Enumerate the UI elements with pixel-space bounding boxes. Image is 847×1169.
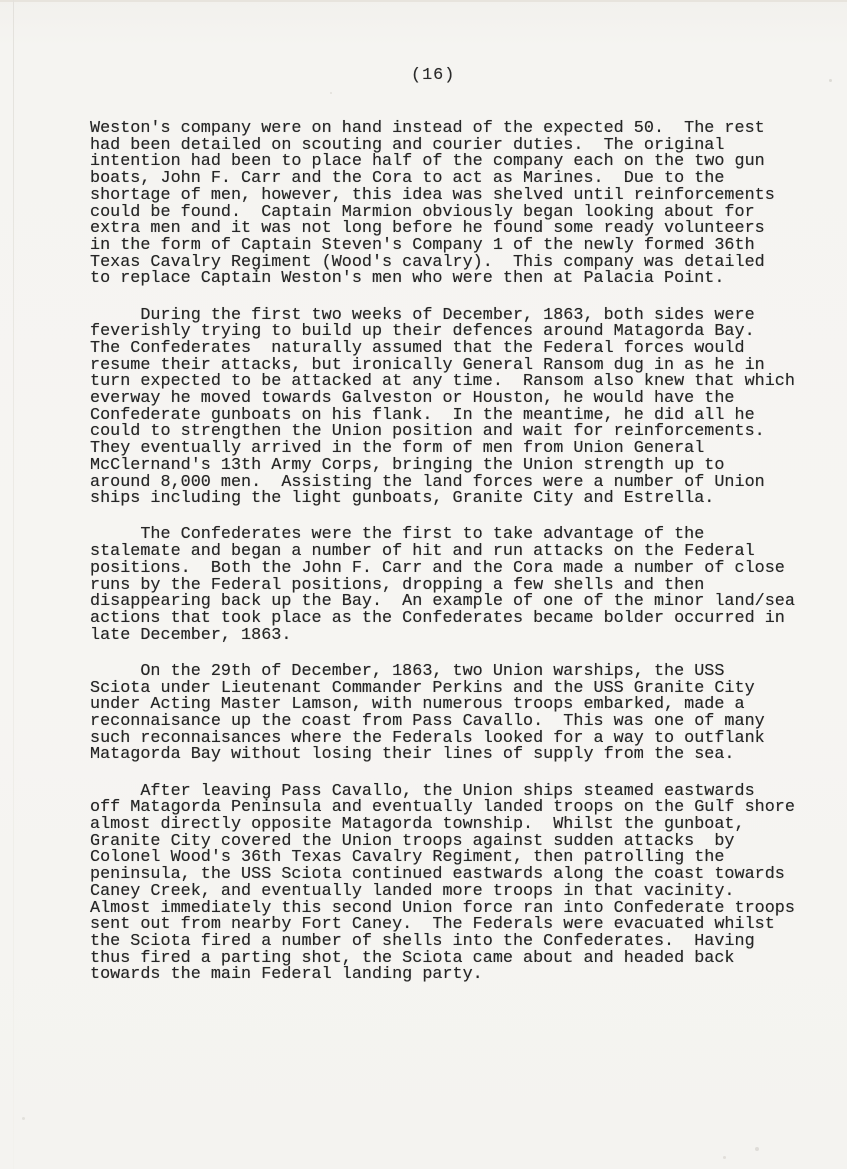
text-line: runs by the Federal positions, dropping a few shells and then — [90, 575, 705, 595]
text-line: After leaving Pass Cavallo, the Union ships steamed eastwards — [90, 781, 755, 801]
text-line: Weston's company were on hand instead of the expected 50. The rest — [90, 119, 765, 138]
paragraph — [90, 121, 830, 288]
text-line: reconnaisance up the coast from Pass Cavallo. This was one of many — [90, 712, 765, 731]
text-line: Almost immediately this second Union force ran into Confederate troops — [90, 898, 795, 918]
text-line: towards the main Federal landing party. — [90, 965, 483, 985]
text-line: resume their attacks, but ironically General Ransom dug in as he in — [90, 355, 765, 375]
text-line: peninsula, the USS Sciota continued eastwards along the coast towards — [90, 865, 785, 885]
text-line: off Matagorda Peninsula and eventually landed troops on the Gulf shore — [90, 798, 795, 818]
scan-speck — [22, 1117, 25, 1120]
text-line: Confederate gunboats on his flank. In the meantime, he did all he — [90, 405, 755, 425]
scan-speck — [330, 92, 332, 94]
scan-speck — [723, 1156, 726, 1159]
text-line: feverishly trying to build up their defences around Matagorda Bay. — [90, 322, 755, 342]
text-line: around 8,000 men. Assisting the land forces were a number of Union — [90, 472, 765, 492]
text-line: The Confederates were the first to take advantage of the — [90, 525, 705, 545]
text-line: under Acting Master Lamson, with numerous troops embarked, made a — [90, 695, 745, 715]
scan-speck — [829, 79, 832, 82]
text-line: During the first two weeks of December, 1863, both sides were — [90, 305, 755, 325]
scan-top-edge — [0, 0, 847, 2]
text-line: in the form of Captain Steven's Company 1 of the newly formed 36th — [90, 235, 755, 255]
text-line: Colonel Wood's 36th Texas Cavalry Regiment, then patrolling the — [90, 848, 725, 868]
text-line: McClernand's 13th Army Corps, bringing the Union strength up to — [90, 455, 725, 475]
text-line: Sciota under Lieutenant Commander Perkins and the USS Granite City — [90, 678, 755, 698]
text-line: Granite City covered the Union troops against sudden attacks by — [90, 831, 735, 851]
paragraph — [90, 661, 830, 765]
text-line: shortage of men, however, this idea was shelved until reinforcements — [90, 185, 775, 205]
document-body — [90, 121, 830, 984]
paragraph — [90, 305, 830, 509]
text-line: Texas Cavalry Regiment (Wood's cavalry). This company was detailed — [90, 252, 765, 272]
text-line: turn expected to be attacked at any time. Ransom also knew that which — [90, 372, 795, 392]
text-line: had been detailed on scouting and courier duties. The original — [90, 135, 725, 155]
text-line: sent out from nearby Fort Caney. The Federals were evacuated whilst — [90, 915, 775, 935]
text-line: almost directly opposite Matagorda township. Whilst the gunboat, — [90, 815, 745, 835]
text-line: extra men and it was not long before he found some ready volunteers — [90, 219, 765, 239]
text-line: They eventually arrived in the form of men from Union General — [90, 439, 705, 459]
scan-speck — [755, 1147, 759, 1151]
text-line: boats, John F. Carr and the Cora to act as Marines. Due to the — [90, 169, 725, 189]
text-line: On the 29th of December, 1863, two Union warships, the USS — [90, 661, 725, 681]
text-line: disappearing back up the Bay. An example of one of the minor land/sea — [90, 592, 795, 612]
text-line: intention had been to place half of the company each on the two gun — [90, 152, 765, 172]
text-line: The Confederates naturally assumed that the Federal forces would — [90, 338, 745, 358]
text-line: Caney Creek, and eventually landed more troops in that vacinity. — [90, 881, 735, 901]
text-line: could to strengthen the Union position and wait for reinforcements. — [90, 422, 765, 442]
text-line: ships including the light gunboats, Granite City and Estrella. — [90, 489, 715, 509]
text-line: positions. Both the John F. Carr and the Cora made a number of close — [90, 558, 785, 578]
text-line: the Sciota fired a number of shells into the Confederates. Having — [90, 931, 755, 951]
text-line: late December, 1863. — [90, 625, 292, 645]
page-number: (16) — [411, 66, 456, 85]
paragraph — [90, 781, 830, 985]
paragraph — [90, 527, 830, 644]
scan-fold-line — [13, 0, 14, 1169]
text-line: such reconnaisances where the Federals looked for a way to outflank — [90, 728, 765, 748]
text-line: stalemate and began a number of hit and run attacks on the Federal — [90, 542, 755, 562]
text-line: actions that took place as the Confederates became bolder occurred in — [90, 608, 785, 628]
text-line: could be found. Captain Marmion obviously began looking about for — [90, 202, 755, 222]
text-line: Matagorda Bay without losing their lines of supply from the sea. — [90, 745, 735, 765]
text-line: everway he moved towards Galveston or Houston, he would have the — [90, 389, 735, 409]
text-line: to replace Captain Weston's men who were then at Palacia Point. — [90, 269, 725, 289]
text-line: thus fired a parting shot, the Sciota came about and headed back — [90, 948, 735, 968]
